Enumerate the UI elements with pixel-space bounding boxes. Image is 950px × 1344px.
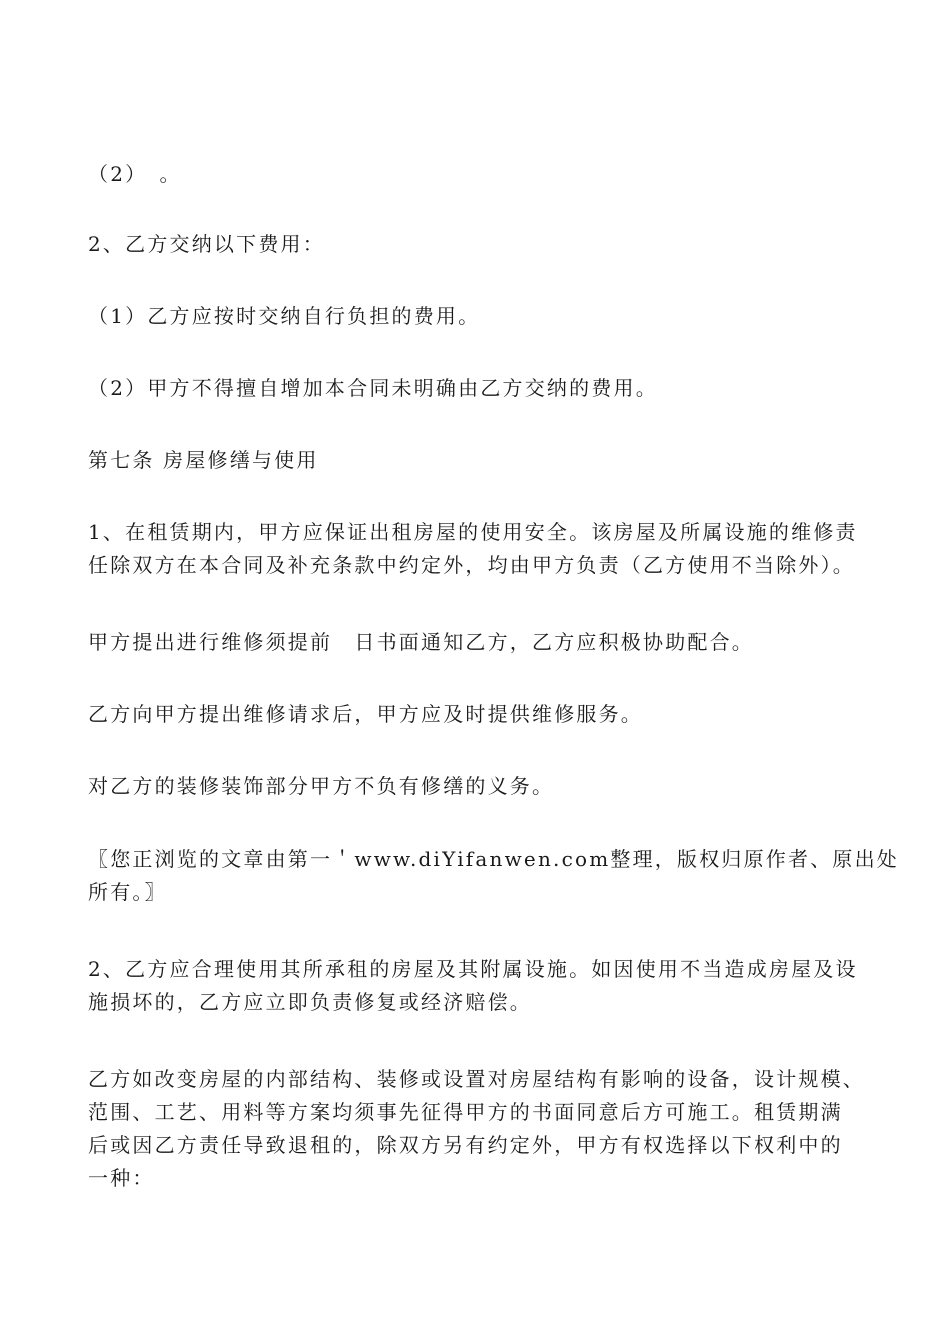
text-line: （1）乙方应按时交纳自行负担的费用。 bbox=[88, 304, 481, 328]
article-7-clause-2 bbox=[88, 953, 878, 1019]
text-line: 后或因乙方责任导致退租的，除双方另有约定外，甲方有权选择以下权利中的 bbox=[88, 1133, 843, 1157]
structure-change-paragraph bbox=[88, 1063, 878, 1195]
text-line: 乙方向甲方提出维修请求后，甲方应及时提供维修服务。 bbox=[88, 702, 643, 726]
text-line: 施损坏的，乙方应立即负责修复或经济赔偿。 bbox=[88, 990, 532, 1014]
text-line: （2） 。 bbox=[88, 162, 182, 186]
article-7-clause-1 bbox=[88, 516, 878, 582]
repair-notice-paragraph bbox=[88, 626, 878, 659]
clause-fees-heading bbox=[88, 228, 878, 261]
source-notice-paragraph bbox=[88, 843, 899, 909]
text-line: 乙方如改变房屋的内部结构、装修或设置对房屋结构有影响的设备，设计规模、 bbox=[88, 1067, 865, 1091]
text-line: 甲方提出进行维修须提前 日书面通知乙方，乙方应积极协助配合。 bbox=[88, 630, 754, 654]
clause-fees-item-1 bbox=[88, 300, 878, 333]
text-line: 所有。〗 bbox=[88, 880, 167, 904]
text-line: 2、乙方应合理使用其所承租的房屋及其附属设施。如因使用不当造成房屋及设 bbox=[88, 957, 858, 981]
clause-fees-item-2 bbox=[88, 372, 878, 405]
text-line: 第七条 房屋修缮与使用 bbox=[88, 448, 319, 472]
text-line: 任除双方在本合同及补充条款中约定外，均由甲方负责（乙方使用不当除外）。 bbox=[88, 553, 855, 577]
text-line: 〖您正浏览的文章由第一＇www.diYifanwen.com整理，版权归原作者、原出处 bbox=[88, 847, 899, 871]
article-7-heading bbox=[88, 444, 878, 477]
clause-item-2-blank bbox=[88, 158, 878, 191]
repair-request-paragraph bbox=[88, 698, 878, 731]
text-line: （2）甲方不得擅自增加本合同未明确由乙方交纳的费用。 bbox=[88, 376, 658, 400]
text-line: 2、乙方交纳以下费用： bbox=[88, 232, 325, 256]
text-line: 一种： bbox=[88, 1166, 155, 1190]
text-line: 范围、工艺、用料等方案均须事先征得甲方的书面同意后方可施工。租赁期满 bbox=[88, 1100, 843, 1124]
text-line: 1、在租赁期内，甲方应保证出租房屋的使用安全。该房屋及所属设施的维修责 bbox=[88, 520, 858, 544]
decoration-paragraph bbox=[88, 770, 878, 803]
text-line: 对乙方的装修装饰部分甲方不负有修缮的义务。 bbox=[88, 774, 555, 798]
